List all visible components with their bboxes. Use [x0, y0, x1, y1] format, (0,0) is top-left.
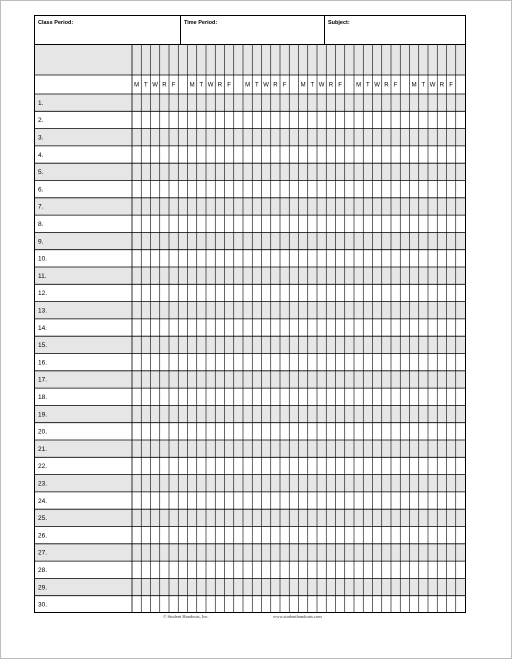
day-letter-label: W [429, 82, 436, 89]
row-number-label: 13. [38, 307, 48, 315]
day-letter-label: F [338, 82, 342, 89]
day-letter-label: F [282, 82, 287, 89]
day-letter-label: W [374, 82, 380, 89]
day-letter-label: M [300, 82, 306, 89]
row-number-label: 6. [38, 186, 44, 194]
day-letter-label: R [384, 82, 389, 89]
day-letter-label: T [255, 82, 259, 89]
day-letter-label: M [245, 82, 251, 89]
row-number-label: 2. [38, 117, 44, 125]
day-letter-label: F [393, 82, 398, 89]
class-period-label: Class Period: [38, 20, 74, 26]
day-letter-label: R [439, 82, 445, 89]
day-letter-label: R [328, 82, 334, 89]
website-text: www.studenthandouts.com [273, 614, 322, 619]
footer [1, 614, 512, 624]
row-number-label: 24. [38, 497, 48, 505]
row-number-label: 5. [38, 169, 44, 177]
attendance-grid [34, 45, 466, 613]
row-number-label: 1. [38, 99, 44, 107]
row-number-label: 27. [38, 549, 48, 557]
day-letter-label: M [134, 82, 140, 89]
day-letter-label: M [411, 82, 417, 89]
day-letter-label: W [318, 82, 325, 89]
day-letter-label: F [227, 82, 231, 89]
row-number-label: 8. [38, 220, 44, 228]
day-letter-label: R [162, 82, 167, 89]
header-row [34, 15, 466, 45]
row-number-label: 14. [38, 324, 48, 332]
day-letter-label: R [273, 82, 278, 89]
day-letter-label: W [263, 82, 269, 89]
attendance-grid-svg [35, 45, 465, 612]
day-letter-label: F [449, 82, 453, 89]
row-number-label: 29. [38, 584, 48, 592]
row-number-label: 25. [38, 515, 48, 523]
row-number-label: 23. [38, 480, 48, 488]
row-number-label: 30. [38, 601, 48, 609]
row-number-label: 17. [38, 376, 48, 384]
row-number-label: 3. [38, 134, 44, 142]
row-number-label: 4. [38, 151, 44, 159]
row-number-label: 7. [38, 203, 44, 211]
day-letter-label: W [207, 82, 214, 89]
subject-label: Subject: [324, 16, 465, 44]
row-number-label: 28. [38, 566, 48, 574]
day-letter-label: T [421, 82, 426, 89]
row-number-label: 16. [38, 359, 48, 367]
day-letter-label: R [217, 82, 223, 89]
day-letter-label: T [366, 82, 370, 89]
row-number-label: 20. [38, 428, 48, 436]
day-letter-label: T [199, 82, 204, 89]
row-number-label: 12. [38, 290, 48, 298]
day-letter-label: F [171, 82, 176, 89]
row-number-label: 9. [38, 238, 44, 246]
row-number-label: 15. [38, 342, 48, 350]
row-number-label: 21. [38, 445, 48, 453]
day-letter-label: W [152, 82, 158, 89]
row-number-label: 11. [38, 272, 47, 280]
row-number-label: 19. [38, 411, 48, 419]
row-number-label: 26. [38, 532, 48, 540]
day-letter-label: M [189, 82, 195, 89]
day-letter-label: T [144, 82, 148, 89]
row-number-label: 10. [38, 255, 48, 263]
time-period-label: Time Period: [180, 16, 324, 44]
row-number-label: 22. [38, 463, 48, 471]
row-number-label: 18. [38, 393, 48, 401]
day-letter-label: T [310, 82, 315, 89]
day-letter-label: M [356, 82, 362, 89]
copyright-text: © Student Handouts, Inc. [163, 614, 209, 619]
